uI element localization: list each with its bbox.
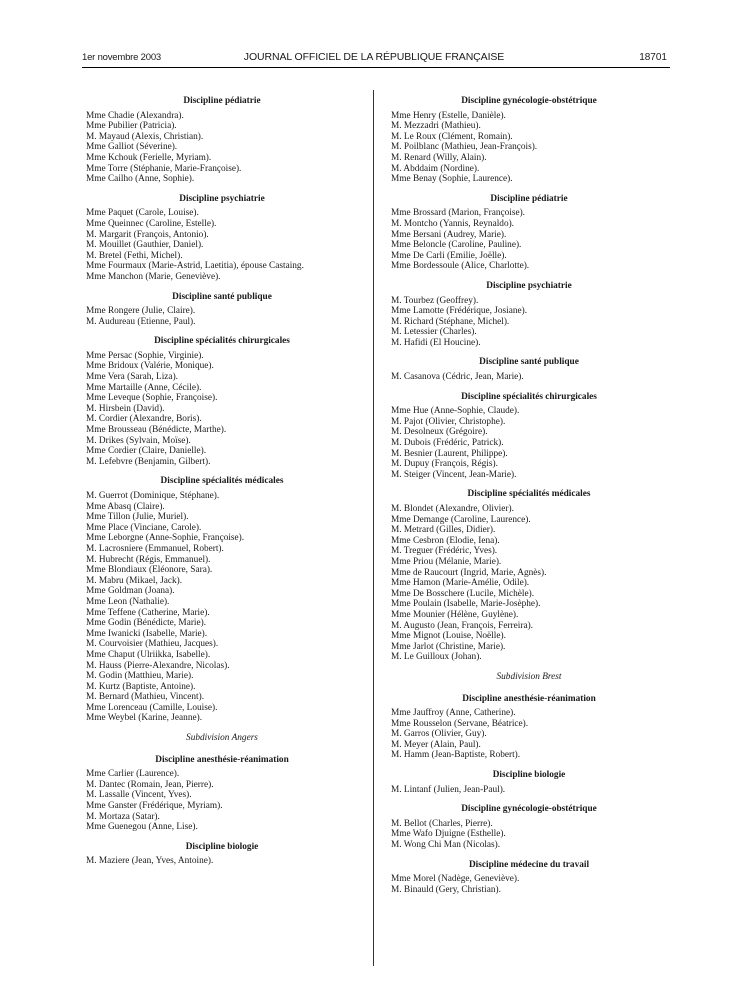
subdivision-heading: Subdivision Brest	[496, 671, 562, 682]
nominee-entry: M. Blondet (Alexandre, Olivier).	[391, 504, 514, 514]
nominee-entry: Mme Goldman (Joana).	[86, 586, 175, 597]
nominee-entry: Mme Leon (Nathalie).	[86, 596, 170, 607]
discipline-title: Discipline spécialités médicales	[467, 489, 591, 500]
discipline-title: Discipline psychiatrie	[179, 193, 265, 204]
discipline-section	[391, 281, 667, 349]
nominee-entry: M. Lacrosniere (Emmanuel, Robert).	[86, 543, 224, 554]
discipline-section	[391, 96, 667, 185]
nominee-entry: M. Richard (Stéphane, Michel).	[391, 316, 510, 327]
column-divider	[373, 90, 374, 966]
discipline-section	[86, 292, 358, 328]
nominee-entry: Mme Teffene (Catherine, Marie).	[86, 607, 210, 618]
discipline-section	[391, 694, 667, 762]
nominee-entry: Mme Priou (Mélanie, Marie).	[391, 556, 502, 567]
nominee-entry: Mme Lorenceau (Camille, Louise).	[86, 702, 218, 713]
discipline-title: Discipline santé publique	[172, 291, 272, 302]
nominee-entry: Mme de Raucourt (Ingrid, Marie, Agnès).	[391, 567, 547, 578]
discipline-section	[391, 489, 667, 663]
nominee-entry: M. Cordier (Alexandre, Boris).	[86, 414, 202, 425]
nominee-entry: Mme Hamon (Marie-Amélie, Odile).	[391, 578, 530, 589]
publication-date: 1er novembre 2003	[82, 52, 161, 63]
nominee-entry: Mme Lamotte (Frédérique, Josiane).	[391, 306, 528, 317]
discipline-title: Discipline gynécologie-obstétrique	[461, 804, 597, 815]
nominee-entry: M. Bernard (Mathieu, Vincent).	[86, 692, 205, 703]
nominee-entry: M. Montcho (Yannis, Reynaldo).	[391, 218, 515, 229]
nominee-entry: Mme Bordessoule (Alice, Charlotte).	[391, 261, 530, 272]
nominee-entry: M. Abddaim (Nordine).	[391, 163, 480, 174]
nominee-entry: M. Augusto (Jean, François, Ferreira).	[391, 620, 534, 631]
nominee-entry: M. Hauss (Pierre-Alexandre, Nicolas).	[86, 660, 230, 671]
nominee-entry: M. Audureau (Etienne, Paul).	[86, 316, 196, 327]
nominee-entry: Mme Henry (Estelle, Danièle).	[391, 110, 506, 121]
nominee-entry: M. Kurtz (Baptiste, Antoine).	[86, 681, 196, 692]
discipline-title: Discipline spécialités médicales	[160, 476, 284, 487]
nominee-entry: Mme Carlier (Laurence).	[86, 769, 180, 780]
nominee-entry: Mme Cailho (Anne, Sophie).	[86, 174, 195, 185]
nominee-entry: Mme Bridoux (Valérie, Monique).	[86, 361, 214, 372]
nominee-entry: M. Tourbez (Geoffrey).	[391, 295, 479, 306]
nominee-entry: Mme Rousselon (Servane, Béatrice).	[391, 718, 529, 729]
nominee-entry: Mme De Bosschere (Lucile, Michèle).	[391, 588, 535, 599]
nominee-entry: Mme Chaput (Ulriikka, Isabelle).	[86, 649, 211, 660]
nominee-entry: M. Letessier (Charles).	[391, 327, 477, 338]
nominee-entry: Mme Tillon (Julie, Muriel).	[86, 512, 189, 523]
nominee-entry: M. Le Roux (Clément, Romain).	[391, 131, 513, 142]
discipline-section	[86, 336, 358, 467]
nominee-entry: M. Casanova (Cédric, Jean, Marie).	[391, 372, 524, 383]
discipline-section	[391, 392, 667, 481]
nominee-entry: Mme Brossard (Marion, Françoise).	[391, 208, 526, 219]
nominee-entry: Mme Hue (Anne-Sophie, Claude).	[391, 406, 520, 417]
nominee-entry: Mme Brousseau (Bénédicte, Marthe).	[86, 425, 227, 436]
nominee-entry: Mme Godin (Bénédicte, Marie).	[86, 618, 207, 629]
discipline-title: Discipline pédiatrie	[183, 96, 261, 106]
nominee-entry: Mme Torre (Stéphanie, Marie-Françoise).	[86, 163, 242, 174]
discipline-section	[86, 755, 358, 833]
nominee-entry: Mme Kchouk (Ferielle, Myriam).	[86, 152, 212, 163]
nominee-entry: Mme Morel (Nadège, Geneviève).	[391, 874, 520, 885]
nominee-entry: M. Mayaud (Alexis, Christian).	[86, 131, 204, 142]
nominee-entry: Mme Place (Vinciane, Carole).	[86, 522, 202, 533]
nominee-entry: M. Lintanf (Julien, Jean-Paul).	[391, 784, 506, 795]
nominee-entry: Mme Rongere (Julie, Claire).	[86, 306, 196, 317]
page-number: 18701	[639, 52, 667, 63]
nominee-entry: Mme Abasq (Claire).	[86, 501, 165, 512]
discipline-section	[86, 194, 358, 283]
discipline-section	[86, 476, 358, 724]
nominee-entry: M. Mortaza (Satar).	[86, 811, 160, 822]
nominee-entry: Mme Galliot (Séverine).	[86, 142, 178, 153]
discipline-title: Discipline gynécologie-obstétrique	[461, 96, 597, 106]
nominee-entry: M. Mabru (Mikael, Jack).	[86, 575, 183, 586]
nominee-entry: Mme Queinnec (Caroline, Estelle).	[86, 218, 217, 229]
nominee-entry: Mme De Carli (Emilie, Joëlle).	[391, 250, 507, 261]
nominee-entry: M. Mezzadri (Mathieu).	[391, 121, 481, 132]
nominee-entry: Mme Ganster (Frédérique, Myriam).	[86, 801, 223, 812]
nominee-entry: M. Drikes (Sylvain, Moïse).	[86, 435, 191, 446]
nominee-entry: M. Metrard (Gilles, Didier).	[391, 525, 496, 536]
nominee-entry: M. Wong Chi Man (Nicolas).	[391, 840, 501, 851]
discipline-title: Discipline biologie	[492, 770, 566, 781]
left-column	[86, 96, 358, 876]
discipline-title: Discipline anesthésie-réanimation	[462, 693, 596, 704]
nominee-entry: Mme Fourmaux (Marie-Astrid, Laetitia), épouse Castaing.	[86, 261, 304, 272]
discipline-title: Discipline médecine du travail	[468, 859, 590, 870]
right-column	[391, 96, 667, 904]
nominee-entry: M. Bellot (Charles, Pierre).	[391, 818, 493, 829]
discipline-title: Discipline spécialités chirurgicales	[461, 391, 597, 402]
journal-title: JOURNAL OFFICIEL DE LA RÉPUBLIQUE FRANÇAISE	[243, 51, 505, 63]
nominee-entry: M. Guerrot (Dominique, Stéphane).	[86, 491, 220, 501]
nominee-entry: Mme Beloncle (Caroline, Pauline).	[391, 240, 522, 251]
nominee-entry: Mme Blondiaux (Eléonore, Sara).	[86, 565, 213, 576]
nominee-entry: M. Le Guilloux (Johan).	[391, 652, 482, 663]
discipline-title: Discipline psychiatrie	[486, 280, 572, 291]
nominee-entry: M. Renard (Willy, Alain).	[391, 152, 487, 163]
nominee-entry: M. Meyer (Alain, Paul).	[391, 739, 481, 750]
nominee-entry: M. Hafidi (El Houcine).	[391, 337, 481, 348]
nominee-entry: M. Dubois (Frédéric, Patrick).	[391, 438, 504, 449]
nominee-entry: M. Courvoisier (Mathieu, Jacques).	[86, 639, 219, 650]
nominee-entry: M. Dupuy (François, Régis).	[391, 459, 498, 470]
nominee-entry: Mme Jauffroy (Anne, Catherine).	[391, 708, 516, 719]
nominee-entry: M. Maziere (Jean, Yves, Antoine).	[86, 856, 214, 867]
discipline-section	[391, 804, 667, 850]
nominee-entry: Mme Mounier (Hélène, Guylène).	[391, 609, 519, 620]
nominee-entry: Mme Pubilier (Patricia).	[86, 121, 177, 132]
nominee-entry: M. Hubrecht (Régis, Emmanuel).	[86, 554, 211, 565]
discipline-section	[391, 357, 667, 382]
nominee-entry: M. Hamm (Jean-Baptiste, Robert).	[391, 750, 521, 761]
nominee-entry: Mme Chadie (Alexandra).	[86, 110, 184, 121]
nominee-entry: Mme Wafo Djuigne (Esthelle).	[391, 829, 506, 840]
nominee-entry: Mme Guenegou (Anne, Lise).	[86, 822, 198, 833]
nominee-entry: M. Pajot (Olivier, Christophe).	[391, 416, 506, 427]
nominee-entry: M. Besnier (Laurent, Philippe).	[391, 448, 508, 459]
nominee-entry: Mme Cesbron (Elodie, Iena).	[391, 535, 500, 546]
nominee-entry: Mme Leveque (Sophie, Françoise).	[86, 393, 218, 404]
nominee-entry: M. Binauld (Gery, Christian).	[391, 884, 501, 895]
discipline-title: Discipline biologie	[185, 841, 259, 852]
nominee-entry: M. Steiger (Vincent, Jean-Marie).	[391, 469, 517, 480]
nominee-entry: M. Mouillet (Gauthier, Daniel).	[86, 240, 204, 251]
nominee-entry: M. Margarit (François, Antonio).	[86, 229, 209, 240]
nominee-entry: M. Godin (Matthieu, Marie).	[86, 671, 194, 682]
nominee-entry: M. Dantec (Romain, Jean, Pierre).	[86, 779, 214, 790]
discipline-section	[391, 770, 667, 795]
nominee-entry: Mme Vera (Sarah, Liza).	[86, 372, 178, 383]
nominee-entry: Mme Leborgne (Anne-Sophie, Françoise).	[86, 533, 245, 544]
nominee-entry: Mme Paquet (Carole, Louise).	[86, 208, 199, 219]
discipline-section	[391, 860, 667, 896]
discipline-title: Discipline anesthésie-réanimation	[155, 754, 289, 765]
nominee-entry: Mme Benay (Sophie, Laurence).	[391, 174, 513, 185]
nominee-entry: M. Treguer (Frédéric, Yves).	[391, 546, 498, 557]
header-rule	[82, 67, 670, 68]
nominee-entry: Mme Jarlot (Christine, Marie).	[391, 641, 506, 652]
discipline-section	[86, 96, 358, 185]
nominee-entry: M. Garros (Olivier, Guy).	[391, 729, 487, 740]
nominee-entry: Mme Bersani (Audrey, Marie).	[391, 229, 507, 240]
nominee-entry: Mme Mignot (Louise, Noëlle).	[391, 631, 506, 642]
nominee-entry: M. Lassalle (Vincent, Yves).	[86, 790, 192, 801]
nominee-entry: Mme Persac (Sophie, Virginie).	[86, 350, 204, 361]
nominee-entry: M. Bretel (Fethi, Michel).	[86, 250, 183, 261]
nominee-entry: M. Poilblanc (Mathieu, Jean-François).	[391, 142, 538, 153]
subdivision-heading: Subdivision Angers	[186, 733, 258, 744]
nominee-entry: M. Hirsbein (David).	[86, 403, 165, 414]
nominee-entry: M. Desolneux (Grégoire).	[391, 427, 488, 438]
discipline-title: Discipline pédiatrie	[490, 193, 568, 204]
nominee-entry: Mme Weybel (Karine, Jeanne).	[86, 713, 203, 724]
discipline-section	[391, 194, 667, 272]
nominee-entry: Mme Manchon (Marie, Geneviève).	[86, 271, 221, 282]
discipline-section	[86, 842, 358, 867]
nominee-entry: Mme Cordier (Claire, Danielle).	[86, 446, 207, 457]
discipline-title: Discipline spécialités chirurgicales	[154, 336, 290, 347]
nominee-entry: M. Lefebvre (Benjamin, Gilbert).	[86, 456, 211, 467]
discipline-title: Discipline santé publique	[479, 357, 579, 368]
nominee-entry: Mme Iwanicki (Isabelle, Marie).	[86, 628, 208, 639]
page-header	[0, 0, 748, 70]
nominee-entry: Mme Demange (Caroline, Laurence).	[391, 514, 531, 525]
nominee-entry: Mme Poulain (Isabelle, Marie-Josèphe).	[391, 599, 541, 610]
nominee-entry: Mme Martaille (Anne, Cécile).	[86, 382, 202, 393]
